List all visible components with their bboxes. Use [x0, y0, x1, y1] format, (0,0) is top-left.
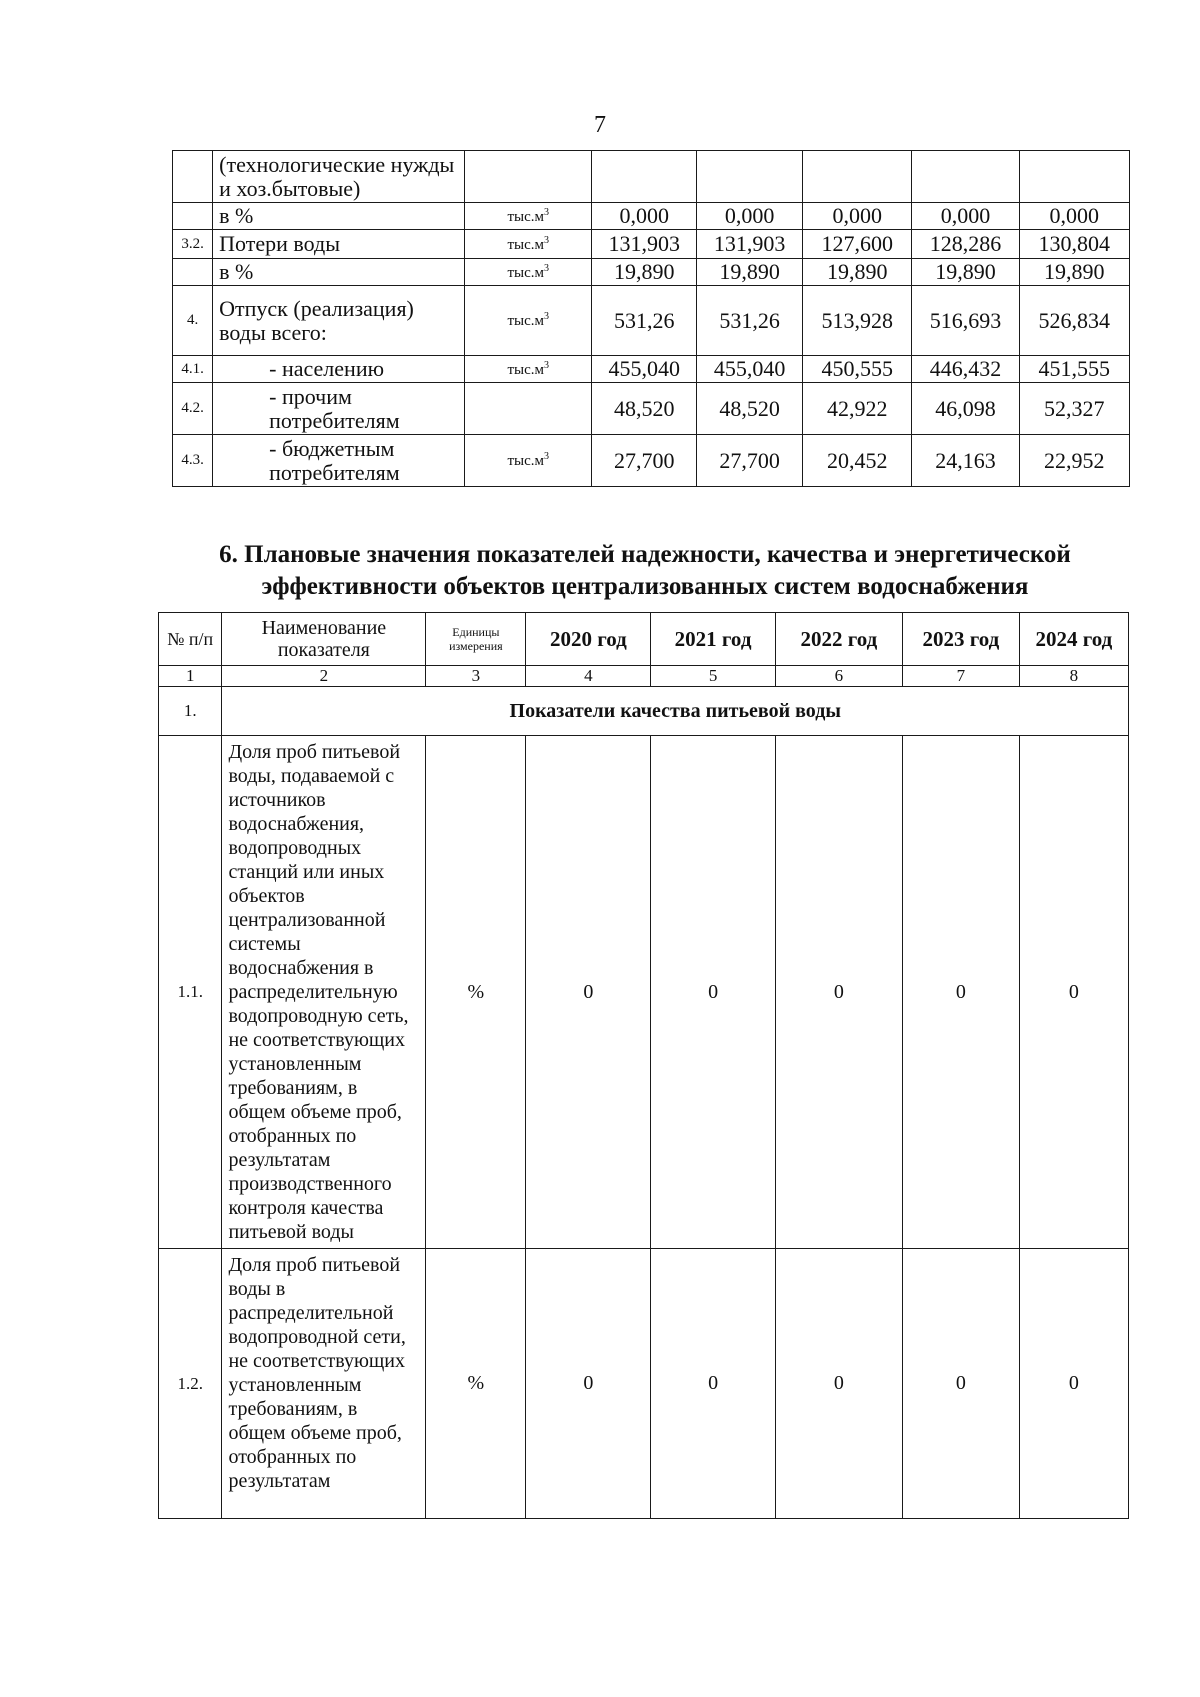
- row-name: Отпуск (реализация) воды всего:: [213, 286, 465, 356]
- unit-superscript: 3: [544, 359, 550, 371]
- value-2024: 0: [1019, 1249, 1128, 1519]
- row-name: - населению: [213, 356, 465, 383]
- group-row: [159, 687, 1129, 736]
- row-num: [173, 259, 213, 286]
- column-number: 8: [1019, 666, 1128, 687]
- value-cell: 513,928: [803, 286, 912, 356]
- group-num: 1.: [159, 687, 222, 736]
- header-name: Наименование показателя: [222, 613, 426, 666]
- header-year-2024: 2024 год: [1019, 613, 1128, 666]
- unit-text: тыс.м: [507, 453, 545, 469]
- value-2022: 0: [775, 736, 902, 1249]
- header-row: [159, 613, 1129, 666]
- page-number: 7: [594, 112, 606, 138]
- section-title: 6. Плановые значения показателей надежности, качества и энергетической эффективности объектов централизованных систем водоснабжения: [219, 541, 1071, 600]
- unit-text: тыс.м: [507, 313, 545, 329]
- value-cell: 130,804: [1019, 230, 1130, 259]
- header-unit: Единицы измерения: [426, 613, 526, 666]
- row-num: 4.3.: [173, 435, 213, 487]
- row-num: 1.2.: [159, 1249, 222, 1519]
- unit-cell: [465, 151, 592, 203]
- value-cell: 131,903: [697, 230, 803, 259]
- table-row: [159, 1249, 1129, 1519]
- value-cell: 19,890: [1019, 259, 1130, 286]
- table-row: [173, 356, 1130, 383]
- unit-superscript: 3: [544, 451, 550, 462]
- table-row: [173, 259, 1130, 286]
- unit-cell: %: [426, 736, 526, 1249]
- column-number: 6: [775, 666, 902, 687]
- value-cell: 42,922: [803, 383, 912, 435]
- row-num: [173, 151, 213, 203]
- column-number-row: [159, 666, 1129, 687]
- row-name: в %: [213, 259, 465, 286]
- value-2023: 0: [902, 736, 1019, 1249]
- value-cell: 0,000: [912, 203, 1019, 230]
- row-name: в %: [213, 203, 465, 230]
- value-cell: [697, 151, 803, 203]
- row-num: 3.2.: [173, 230, 213, 259]
- unit-text: тыс.м: [507, 264, 545, 281]
- value-cell: 131,903: [592, 230, 697, 259]
- unit-cell: [465, 230, 592, 259]
- row-name: Потери воды: [213, 230, 465, 259]
- value-cell: 531,26: [592, 286, 697, 356]
- value-cell: [1019, 151, 1130, 203]
- unit-cell: %: [426, 1249, 526, 1519]
- unit-cell: [465, 203, 592, 230]
- value-2021: 0: [651, 1249, 776, 1519]
- unit-cell: [465, 356, 592, 383]
- unit-cell: [465, 435, 592, 487]
- value-cell: 127,600: [803, 230, 912, 259]
- value-cell: 19,890: [803, 259, 912, 286]
- unit-superscript: 3: [544, 234, 550, 246]
- value-2023: 0: [902, 1249, 1019, 1519]
- value-cell: [592, 151, 697, 203]
- value-cell: 19,890: [697, 259, 803, 286]
- row-num: 4.: [173, 286, 213, 356]
- value-cell: 22,952: [1019, 435, 1130, 487]
- row-name: (технологические нужды и хоз.бытовые): [213, 151, 465, 203]
- water-balance-table: [172, 150, 1130, 487]
- value-cell: 516,693: [912, 286, 1019, 356]
- row-num: 4.2.: [173, 383, 213, 435]
- indicator-name: Доля проб питьевой воды, подаваемой с источников водоснабжения, водопроводных станций или иных объектов централизованной системы водоснабжения в распределительную водопроводную сеть, не соответствующих установленным требованиям, в общем объеме проб, отобранных по результатам производственного контроля качества питьевой воды: [222, 736, 426, 1249]
- column-number: 5: [651, 666, 776, 687]
- value-cell: 48,520: [592, 383, 697, 435]
- table-row: [173, 151, 1130, 203]
- header-num: № п/п: [159, 613, 222, 666]
- row-name: - прочим потребителям: [213, 383, 465, 435]
- value-2024: 0: [1019, 736, 1128, 1249]
- column-number: 4: [526, 666, 651, 687]
- value-cell: [803, 151, 912, 203]
- value-cell: 24,163: [912, 435, 1019, 487]
- row-name: - бюджетным потребителям: [213, 435, 465, 487]
- unit-text: тыс.м: [507, 236, 545, 253]
- value-cell: 446,432: [912, 356, 1019, 383]
- column-number: 1: [159, 666, 222, 687]
- header-year-2020: 2020 год: [526, 613, 651, 666]
- value-cell: 451,555: [1019, 356, 1130, 383]
- unit-text: тыс.м: [507, 361, 545, 378]
- header-year-2021: 2021 год: [651, 613, 776, 666]
- column-number: 7: [902, 666, 1019, 687]
- value-cell: 526,834: [1019, 286, 1130, 356]
- value-2021: 0: [651, 736, 776, 1249]
- value-cell: 19,890: [912, 259, 1019, 286]
- header-year-2022: 2022 год: [775, 613, 902, 666]
- value-cell: 128,286: [912, 230, 1019, 259]
- value-cell: 20,452: [803, 435, 912, 487]
- group-title: Показатели качества питьевой воды: [222, 687, 1129, 736]
- value-cell: 531,26: [697, 286, 803, 356]
- column-number: 2: [222, 666, 426, 687]
- unit-text: тыс.м: [507, 208, 545, 225]
- value-cell: 450,555: [803, 356, 912, 383]
- table-row: [173, 230, 1130, 259]
- value-cell: 0,000: [697, 203, 803, 230]
- unit-cell: [465, 286, 592, 356]
- value-cell: 52,327: [1019, 383, 1130, 435]
- value-cell: 27,700: [592, 435, 697, 487]
- table-row: [173, 383, 1130, 435]
- unit-superscript: 3: [544, 262, 550, 274]
- row-num: 1.1.: [159, 736, 222, 1249]
- table-row: [173, 286, 1130, 356]
- value-cell: 0,000: [803, 203, 912, 230]
- value-cell: 27,700: [697, 435, 803, 487]
- row-num: 4.1.: [173, 356, 213, 383]
- indicator-name: Доля проб питьевой воды в распределительной водопроводной сети, не соответствующих установленным требованиям, в общем объеме проб, отобранных по результатам: [222, 1249, 426, 1519]
- unit-cell: [465, 259, 592, 286]
- value-cell: 455,040: [697, 356, 803, 383]
- value-cell: 455,040: [592, 356, 697, 383]
- header-year-2023: 2023 год: [902, 613, 1019, 666]
- value-cell: 19,890: [592, 259, 697, 286]
- value-2020: 0: [526, 736, 651, 1249]
- table-row: [173, 435, 1130, 487]
- value-cell: 0,000: [592, 203, 697, 230]
- table-row: [173, 203, 1130, 230]
- unit-superscript: 3: [544, 206, 550, 218]
- value-cell: [912, 151, 1019, 203]
- unit-superscript: 3: [544, 311, 550, 322]
- row-num: [173, 203, 213, 230]
- value-2022: 0: [775, 1249, 902, 1519]
- value-2020: 0: [526, 1249, 651, 1519]
- table-row: [159, 736, 1129, 1249]
- column-number: 3: [426, 666, 526, 687]
- value-cell: 48,520: [697, 383, 803, 435]
- value-cell: 0,000: [1019, 203, 1130, 230]
- unit-cell: [465, 383, 592, 435]
- value-cell: 46,098: [912, 383, 1019, 435]
- indicators-table: [158, 612, 1129, 1519]
